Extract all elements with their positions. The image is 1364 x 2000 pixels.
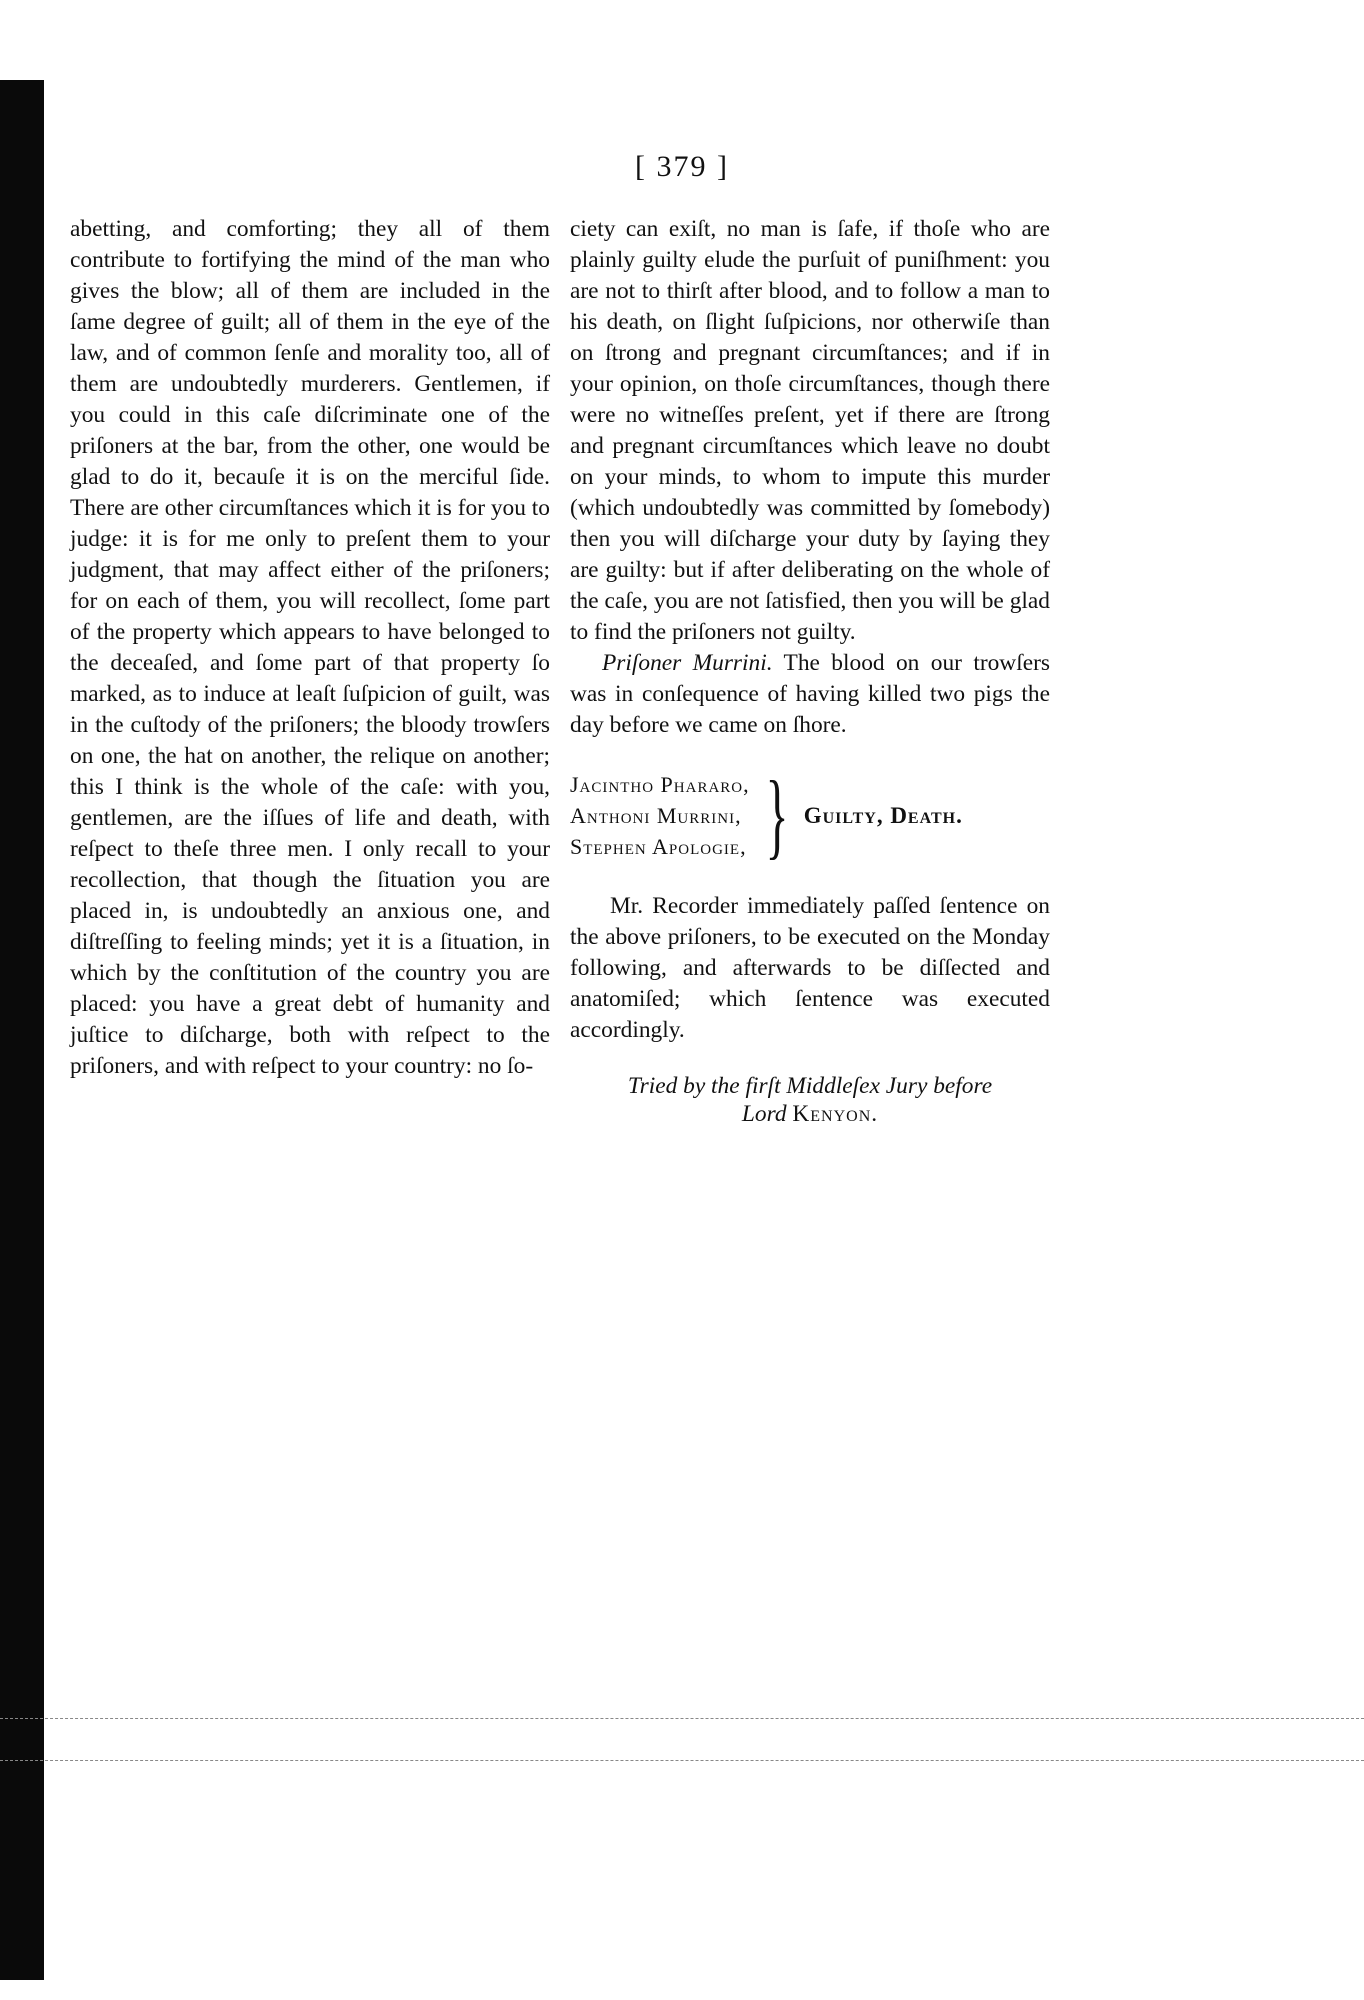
- defendant-names: [570, 769, 750, 862]
- defendant-name: Jacintho Phararo,: [570, 771, 750, 797]
- binding-shadow: [0, 80, 44, 1980]
- scan-artifact-line: [0, 1718, 1364, 1719]
- right-column: [570, 214, 1050, 1128]
- prisoner-statement-paragraph: [570, 648, 1050, 741]
- judge-name: Kenyon.: [792, 1101, 879, 1127]
- judge-line: [570, 1100, 1050, 1128]
- tried-line: Tried by the firſt Middleſex Jury before: [627, 1073, 993, 1099]
- verdict-result: Guilty, Death.: [803, 802, 963, 828]
- scan-artifact-line: [0, 1760, 1364, 1761]
- page-number: [ 379 ]: [635, 150, 729, 183]
- prisoner-statement: The blood on our trowſers was in conſequence of having killed two pigs the day before we came on ſhore.: [570, 650, 1050, 738]
- left-column: [70, 214, 550, 1082]
- tried-note: [570, 1072, 1050, 1128]
- speaker-label: Priſoner Murrini.: [602, 650, 773, 676]
- brace: }: [765, 761, 789, 868]
- right-column-continuation: ciety can exiſt, no man is ſafe, if thoſe who are plainly guilty elude the purſuit of puniſhment: you are not to thirſt after blood, and to follow a man to his death, on ſlight ſuſpicions, nor otherwiſe than on ſtrong and pregnant circumſtances; and if in your opinion, on thoſe circumſtances, though there were no witneſſes preſent, yet if there are ſtrong and pregnant circumſtances which leave no doubt on your minds, to whom to impute this murder (which undoubtedly was committed by ſomebody) then you will diſcharge your duty by ſaying they are guilty: but if after deliberating on the whole of the caſe, you are not ſatisfied, then you will be glad to find the priſoners not guilty.: [570, 216, 1050, 645]
- sentence-paragraph: Mr. Recorder immediately paſſed ſentence on the above priſoners, to be executed on the Monday following, and afterwards to be diſſected and anatomiſed; which ſentence was executed accordingly.: [570, 893, 1050, 1043]
- left-column-text: abetting, and comforting; they all of them contribute to fortifying the mind of the man who gives the blow; all of them are included in the ſame degree of guilt; all of them in the eye of the law, and of common ſenſe and morality too, all of them are undoubtedly murderers. Gentlemen, if you could in this caſe diſcriminate one of the priſoners at the bar, from the other, one would be glad to do it, becauſe it is on the merciful ſide. There are other circumſtances which it is for you to judge: it is for me only to preſent them to your judgment, that may affect either of the priſoners; for on each of them, you will recollect, ſome part of the property which appears to have belonged to the deceaſed, and ſome part of that property ſo marked, as to induce at leaſt ſuſpicion of guilt, was in the cuſtody of the priſoners; the bloody trowſers on one, the hat on another, the relique on another; this I think is the whole of the caſe: with you, gentlemen, are the iſſues of life and death, with reſpect to theſe three men. I only recall to your recollection, that though the ſituation you are placed in, is undoubtedly an anxious one, and diſtreſſing to feeling minds; yet it is a ſituation, in which by the conſtitution of the country you are placed: you have a great debt of humanity and juſtice to diſcharge, both with reſpect to the priſoners, and with reſpect to your country: no ſo-: [70, 216, 550, 1079]
- judge-prefix: Lord: [741, 1101, 787, 1127]
- verdict-block: [570, 761, 1050, 868]
- defendant-name: Anthoni Murrini,: [570, 802, 742, 828]
- defendant-name: Stephen Apologie,: [570, 833, 747, 859]
